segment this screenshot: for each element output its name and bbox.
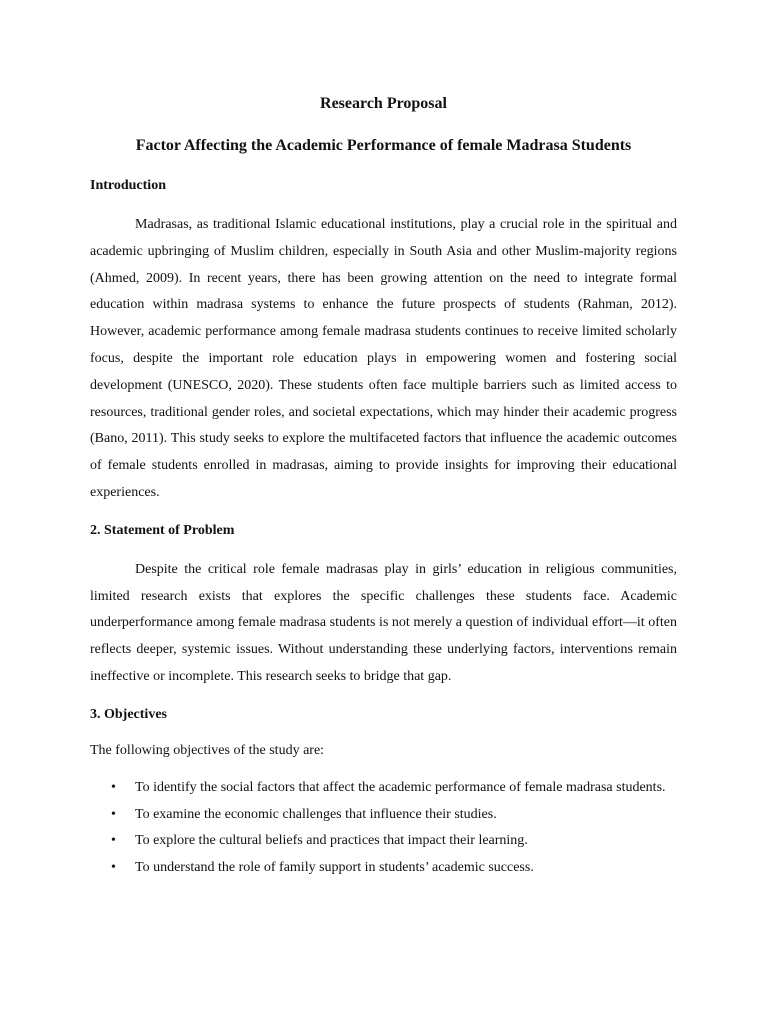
bullet-icon: • (111, 833, 116, 849)
bullet-icon: • (111, 779, 116, 795)
objectives-list (90, 775, 677, 882)
bullet-icon: • (111, 806, 116, 822)
objectives-heading: 3. Objectives (90, 706, 167, 722)
introduction-paragraph: Madrasas, as traditional Islamic educational institutions, play a crucial role in the spiritual and academic upbringing of Muslim children, especially in South Asia and other Muslim-majority regions (Ahmed, 2009). In recent years, there has been growing attention on the need to integrate formal education within madrasa systems to enhance the future prospects of students (Rahman, 2012). However, academic performance among female madrasa students continues to receive limited scholarly focus, despite the important role education plays in empowering women and fostering social development (UNESCO, 2020). These students often face multiple barriers such as limited access to resources, traditional gender roles, and societal expectations, which may hinder their academic progress (Bano, 2011). This study seeks to explore the multifaceted factors that influence the academic outcomes of female students enrolled in madrasas, aiming to provide insights for improving their educational experiences. (90, 217, 677, 500)
document-subtitle: Factor Affecting the Academic Performance of female Madrasa Students (135, 137, 632, 154)
objective-text: To understand the role of family support in students’ academic success. (135, 860, 534, 876)
objective-text: To identify the social factors that affect the academic performance of female madrasa students. (135, 779, 666, 795)
document-title: Research Proposal (320, 95, 447, 112)
introduction-heading: Introduction (90, 178, 166, 193)
objective-text: To examine the economic challenges that influence their studies. (135, 806, 497, 822)
list-item (90, 775, 677, 802)
document-page (90, 92, 677, 882)
list-item (90, 828, 677, 855)
bullet-icon: • (111, 860, 116, 876)
problem-paragraph: Despite the critical role female madrasas play in girls’ education in religious communities, limited research exists that explores the specific challenges these students face. Academic underperformance among female madrasa students is not merely a question of individual effort—it often reflects deeper, systemic issues. Without understanding these underlying factors, interventions remain ineffective or incomplete. This research seeks to bridge that gap. (90, 561, 677, 684)
objectives-intro: The following objectives of the study are: (90, 742, 325, 758)
problem-heading: 2. Statement of Problem (90, 522, 235, 538)
list-item (90, 802, 677, 829)
objective-text: To explore the cultural beliefs and practices that impact their learning. (135, 833, 528, 849)
list-item (90, 855, 677, 882)
